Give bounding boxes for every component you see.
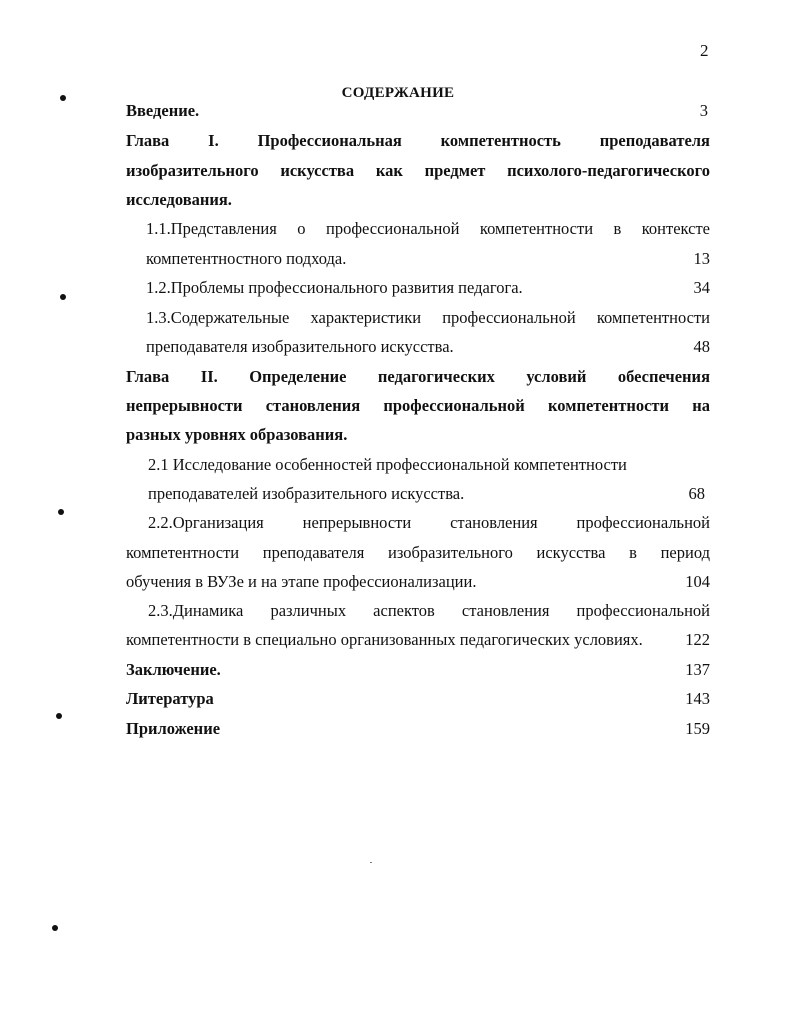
chapter-heading-line: Глава I. Профессиональная компетентность преподавателя <box>126 131 710 150</box>
section-line: 1.2.Проблемы профессионального развития педагога. <box>146 278 523 297</box>
section-line: компетентности преподавателя изобразительного искусства в период <box>126 543 710 562</box>
section-line: компетентностного подхода. <box>146 249 347 268</box>
section-line: обучения в ВУЗе и на этапе профессионализации. <box>126 572 477 591</box>
section-line: 2.3.Динамика различных аспектов становления профессиональной <box>148 601 710 620</box>
section-line: 2.2.Организация непрерывности становления профессиональной <box>148 513 710 532</box>
binding-mark <box>56 713 62 719</box>
chapter-heading-line: разных уровнях образования. <box>126 425 348 444</box>
section-line: 1.1.Представления о профессиональной компетентности в контексте <box>146 219 710 238</box>
chapter-heading-line: исследования. <box>126 190 232 209</box>
chapter-heading-line: изобразительного искусства как предмет психолого-педагогического <box>126 161 710 180</box>
scan-speck <box>370 862 372 863</box>
binding-mark <box>58 509 64 515</box>
toc-entry-page: 143 <box>685 689 710 708</box>
section-line: 1.3.Содержательные характеристики профессиональной компетентности <box>146 308 710 327</box>
toc-entry-label: Введение. <box>126 101 200 120</box>
chapter-heading-line: непрерывности становления профессиональной компетентности на <box>126 396 710 415</box>
section-page: 104 <box>685 572 710 591</box>
section-page: 68 <box>688 484 705 503</box>
toc-entry-label: Приложение <box>126 719 221 738</box>
page-number: 2 <box>700 41 709 60</box>
section-page: 34 <box>693 278 710 297</box>
toc-entry-page: 3 <box>699 101 708 120</box>
toc-entry-label: Литература <box>126 689 214 708</box>
toc-entry-label: Заключение. <box>126 660 221 679</box>
binding-mark <box>60 95 66 101</box>
section-page: 13 <box>693 249 710 268</box>
section-line: компетентности в специально организованных педагогических условиях. <box>126 630 643 649</box>
toc-entry-page: 137 <box>685 660 710 679</box>
binding-mark <box>52 925 58 931</box>
toc-entry-page: 159 <box>685 719 710 738</box>
section-line: преподавателя изобразительного искусства. <box>146 337 454 356</box>
chapter-heading-line: Глава II. Определение педагогических условий обеспечения <box>126 367 710 386</box>
section-page: 122 <box>685 630 710 649</box>
section-page: 48 <box>693 337 710 356</box>
section-line: 2.1 Исследование особенностей профессиональной компетентности <box>148 455 627 474</box>
binding-mark <box>60 294 66 300</box>
toc-title: СОДЕРЖАНИЕ <box>341 85 455 101</box>
section-line: преподавателей изобразительного искусства. <box>148 484 465 503</box>
